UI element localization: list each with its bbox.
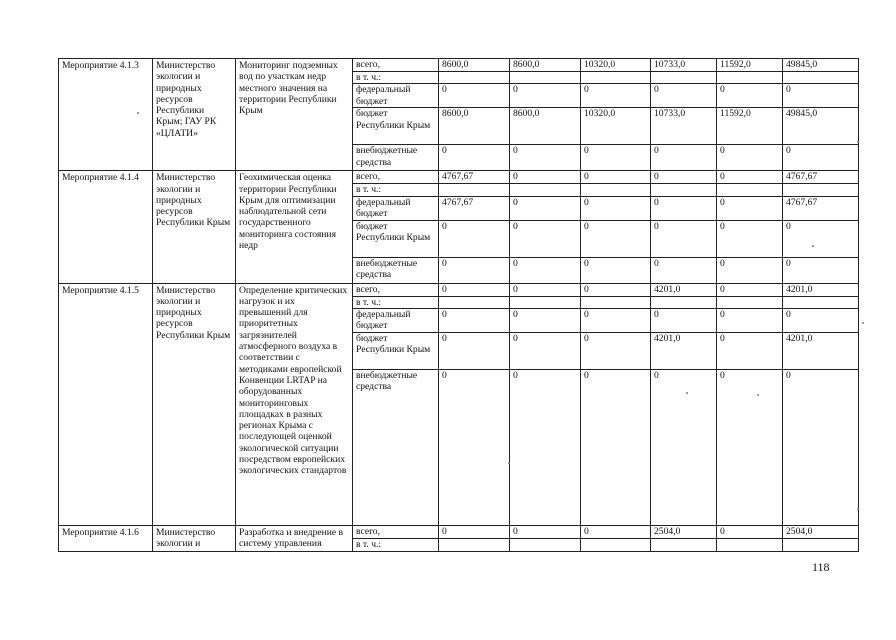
amount-cell: 0 (651, 145, 717, 171)
amount-cell: 0 (717, 84, 783, 108)
funding-source-label: внебюджетные средства (353, 145, 439, 171)
amount-cell: 0 (510, 283, 581, 296)
amount-cell: 0 (717, 283, 783, 296)
funding-source-label: федеральный бюджет (353, 308, 439, 332)
funding-source-label: всего, (353, 283, 439, 296)
amount-cell (651, 72, 717, 84)
amount-cell: 0 (581, 145, 651, 171)
amount-cell (510, 296, 581, 308)
amount-cell: 0 (581, 332, 651, 369)
description-cell: Определение критических нагрузок и их превышений для приоритетных загрязнителей атмосферного воздуха в соответствии с методиками европейской Конвенции LRTAP на оборудованных мониторинговых площадках в разных регионах Крыма с последующей оценкой экологической ситуации посредством европейских экологических стандартов (236, 283, 353, 525)
amount-cell: 0 (510, 171, 581, 184)
amount-cell: 10733,0 (651, 59, 717, 72)
amount-cell: 0 (783, 220, 859, 257)
amount-cell: 0 (651, 308, 717, 332)
amount-cell: 0 (651, 196, 717, 220)
amount-cell (439, 184, 510, 196)
amount-cell: 0 (439, 257, 510, 283)
scan-speck (137, 112, 139, 114)
amount-cell: 10733,0 (651, 108, 717, 145)
amount-cell (510, 72, 581, 84)
scan-speck (812, 245, 814, 247)
amount-cell (651, 184, 717, 196)
description-cell: Геохимическая оценка территории Республики Крым для оптимизации наблюдательной сети государственного мониторинга состояния недр (236, 171, 353, 283)
amount-cell: 4201,0 (783, 283, 859, 296)
scan-speck (857, 141, 859, 143)
executor-cell: Министерство экологии и (153, 525, 236, 551)
table-row (59, 525, 859, 538)
event-cell: Мероприятие 4.1.4 (59, 171, 153, 283)
amount-cell (510, 184, 581, 196)
amount-cell (439, 538, 510, 551)
amount-cell: 0 (439, 283, 510, 296)
funding-source-label: всего, (353, 171, 439, 184)
scan-speck (508, 462, 510, 464)
amount-cell (717, 296, 783, 308)
amount-cell: 8600,0 (439, 108, 510, 145)
amount-cell: 0 (651, 369, 717, 525)
amount-cell: 0 (581, 84, 651, 108)
funding-source-label: внебюджетные средства (353, 257, 439, 283)
funding-source-label: бюджет Республики Крым (353, 108, 439, 145)
funding-source-label: в т. ч.: (353, 184, 439, 196)
amount-cell: 0 (439, 145, 510, 171)
amount-cell: 4767,67 (439, 196, 510, 220)
amount-cell: 49845,0 (783, 59, 859, 72)
funding-source-label: всего, (353, 525, 439, 538)
scan-speck (862, 322, 864, 324)
amount-cell: 4767,67 (783, 171, 859, 184)
amount-cell (783, 184, 859, 196)
description-cell: Мониторинг подземных вод по участкам недр местного значения на территории Республики Крым (236, 59, 353, 171)
funding-source-label: в т. ч.: (353, 296, 439, 308)
amount-cell: 0 (439, 220, 510, 257)
amount-cell: 0 (717, 308, 783, 332)
amount-cell: 0 (651, 220, 717, 257)
amount-cell: 0 (717, 220, 783, 257)
amount-cell: 0 (717, 525, 783, 538)
amount-cell (651, 538, 717, 551)
funding-source-label: в т. ч.: (353, 72, 439, 84)
description-cell: Разработка и внедрение в систему управления (236, 525, 353, 551)
page-number: 118 (812, 560, 830, 574)
amount-cell (439, 296, 510, 308)
amount-cell: 0 (783, 257, 859, 283)
funding-source-label: федеральный бюджет (353, 196, 439, 220)
funding-source-label: бюджет Республики Крым (353, 332, 439, 369)
amount-cell: 2504,0 (783, 525, 859, 538)
amount-cell: 0 (439, 525, 510, 538)
executor-cell: Министерство экологии и природных ресурсов Республики Крым; ГАУ РК «ЦЛАТИ» (153, 59, 236, 171)
amount-cell: 0 (581, 257, 651, 283)
amount-cell (439, 72, 510, 84)
amount-cell: 4767,67 (783, 196, 859, 220)
amount-cell: 0 (717, 171, 783, 184)
funding-source-label: в т. ч.: (353, 538, 439, 551)
amount-cell (783, 538, 859, 551)
amount-cell: 0 (510, 84, 581, 108)
amount-cell: 11592,0 (717, 108, 783, 145)
amount-cell (651, 296, 717, 308)
amount-cell: 0 (581, 196, 651, 220)
funding-table (58, 58, 859, 552)
funding-source-label: всего, (353, 59, 439, 72)
scan-speck (757, 394, 759, 396)
amount-cell: 2504,0 (651, 525, 717, 538)
amount-cell: 0 (510, 196, 581, 220)
table-row (59, 283, 859, 296)
event-cell: Мероприятие 4.1.5 (59, 283, 153, 525)
scan-speck (857, 508, 859, 510)
amount-cell: 0 (510, 257, 581, 283)
event-cell: Мероприятие 4.1.3 (59, 59, 153, 171)
amount-cell: 0 (581, 171, 651, 184)
amount-cell (717, 184, 783, 196)
document-page (58, 58, 858, 552)
amount-cell: 4201,0 (651, 283, 717, 296)
funding-source-label: внебюджетные средства (353, 369, 439, 525)
amount-cell (581, 538, 651, 551)
amount-cell: 0 (783, 369, 859, 525)
amount-cell: 0 (510, 308, 581, 332)
amount-cell: 0 (651, 171, 717, 184)
amount-cell: 0 (510, 145, 581, 171)
amount-cell: 4201,0 (783, 332, 859, 369)
amount-cell (510, 538, 581, 551)
amount-cell: 8600,0 (439, 59, 510, 72)
funding-source-label: федеральный бюджет (353, 84, 439, 108)
amount-cell: 0 (717, 332, 783, 369)
amount-cell: 0 (717, 369, 783, 525)
amount-cell: 0 (581, 369, 651, 525)
amount-cell: 8600,0 (510, 108, 581, 145)
amount-cell (717, 538, 783, 551)
amount-cell (783, 296, 859, 308)
amount-cell (581, 296, 651, 308)
executor-cell: Министерство экологии и природных ресурсов Республики Крым (153, 171, 236, 283)
amount-cell: 0 (783, 145, 859, 171)
amount-cell: 0 (581, 283, 651, 296)
amount-cell: 0 (510, 369, 581, 525)
amount-cell: 0 (581, 308, 651, 332)
amount-cell: 0 (717, 257, 783, 283)
funding-source-label: бюджет Республики Крым (353, 220, 439, 257)
scan-speck (686, 392, 688, 394)
amount-cell (581, 72, 651, 84)
amount-cell: 0 (439, 332, 510, 369)
amount-cell: 0 (439, 308, 510, 332)
amount-cell: 11592,0 (717, 59, 783, 72)
amount-cell: 0 (510, 525, 581, 538)
amount-cell: 4201,0 (651, 332, 717, 369)
amount-cell: 0 (439, 369, 510, 525)
amount-cell: 0 (651, 257, 717, 283)
amount-cell: 4767,67 (439, 171, 510, 184)
amount-cell: 0 (783, 84, 859, 108)
amount-cell: 0 (717, 196, 783, 220)
event-cell: Мероприятие 4.1.6 (59, 525, 153, 551)
amount-cell: 0 (439, 84, 510, 108)
amount-cell: 0 (783, 308, 859, 332)
amount-cell (717, 72, 783, 84)
executor-cell: Министерство экологии и природных ресурсов Республики Крым (153, 283, 236, 525)
amount-cell: 0 (581, 220, 651, 257)
amount-cell: 49845,0 (783, 108, 859, 145)
amount-cell: 0 (581, 525, 651, 538)
amount-cell: 8600,0 (510, 59, 581, 72)
amount-cell: 0 (510, 220, 581, 257)
amount-cell (581, 184, 651, 196)
amount-cell: 10320,0 (581, 108, 651, 145)
amount-cell: 0 (651, 84, 717, 108)
table-row (59, 171, 859, 184)
amount-cell (783, 72, 859, 84)
amount-cell: 10320,0 (581, 59, 651, 72)
amount-cell: 0 (717, 145, 783, 171)
table-row (59, 59, 859, 72)
amount-cell: 0 (510, 332, 581, 369)
